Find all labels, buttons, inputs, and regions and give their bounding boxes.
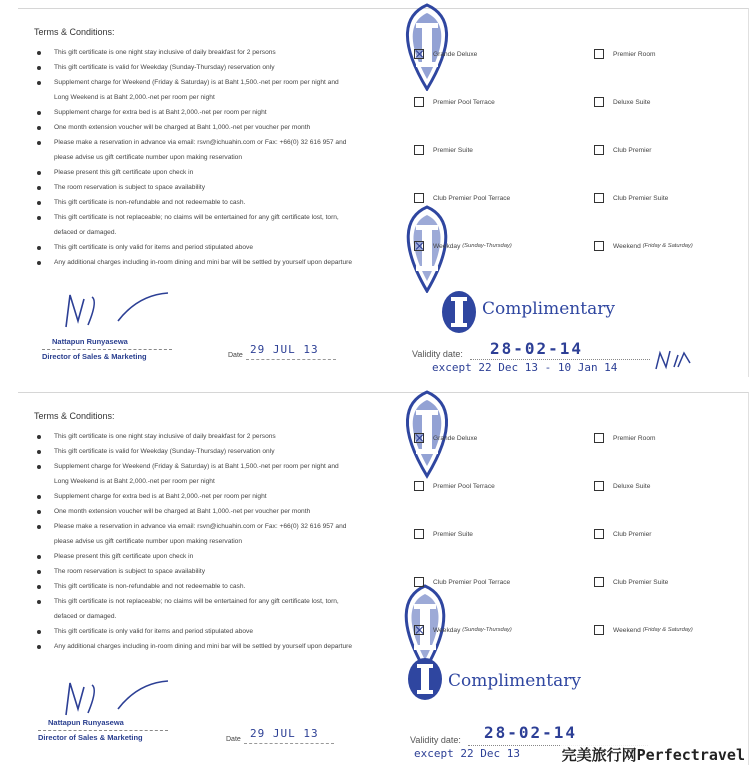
- validity-line: [470, 359, 650, 360]
- room-option-label: Deluxe Suite: [613, 98, 651, 106]
- stay-option-days: (Sunday-Thursday): [462, 627, 512, 633]
- checkbox-checked-icon: [414, 49, 424, 59]
- term-item: This gift certificate is one night stay inclusive of daily breakfast for 2 persons: [32, 429, 352, 444]
- validity-exception-note: except 22 Dec 13: [414, 747, 520, 760]
- checkbox-icon: [414, 577, 424, 587]
- validity-label: Validity date:: [410, 735, 461, 745]
- checkbox-icon: [414, 145, 424, 155]
- room-option-label: Club Premier Suite: [613, 578, 669, 586]
- date-value: 29 JUL 13: [250, 343, 319, 356]
- term-item: This gift certificate is only valid for items and period stipulated above: [32, 240, 352, 255]
- date-line: [244, 743, 334, 744]
- room-option-deluxe-suite: [594, 481, 650, 491]
- room-option-label: Premier Pool Terrace: [433, 482, 495, 490]
- hotel-logo-stamp: [396, 3, 458, 91]
- room-option-premier-pool-terrace: [414, 97, 495, 107]
- term-item: One month extension voucher will be charged at Baht 1,000.-net per voucher per month: [32, 504, 352, 519]
- checkbox-icon: [594, 193, 604, 203]
- date-label: Date: [226, 736, 241, 743]
- hotel-logo-stamp: [440, 289, 478, 335]
- room-option-deluxe-suite: [594, 97, 650, 107]
- site-watermark: 完美旅行网Perfectravel: [560, 743, 747, 766]
- term-item: Supplement charge for Weekend (Friday & Saturday) is at Baht 1,500.-net per room per night and Long Weekend is at Baht 2,000.-net per room per night: [32, 459, 352, 489]
- room-option-grande-deluxe: [414, 49, 477, 59]
- hotel-logo-stamp: [406, 655, 444, 703]
- term-item: This gift certificate is not replaceable; no claims will be entertained for any gift certificate lost, torn, defaced or damaged.: [32, 594, 352, 624]
- room-option-premier-room: [594, 49, 656, 59]
- gift-certificate-1: [18, 8, 749, 377]
- term-item: Any additional charges including in-room dining and mini bar will be settled by yourself upon departure: [32, 639, 352, 654]
- checkbox-icon: [594, 529, 604, 539]
- signer-title: Director of Sales & Marketing: [38, 730, 168, 742]
- signer-name: Nattapun Runyasewa: [52, 337, 128, 346]
- checkbox-icon: [594, 145, 604, 155]
- term-item: Supplement charge for extra bed is at Baht 2,000.-net per room per night: [32, 105, 352, 120]
- validity-exception-note: except 22 Dec 13 - 10 Jan 14: [432, 361, 618, 374]
- term-item: This gift certificate is not replaceable; no claims will be entertained for any gift certificate lost, torn, defaced or damaged.: [32, 210, 352, 240]
- term-item: This gift certificate is valid for Weekday (Sunday-Thursday) reservation only: [32, 60, 352, 75]
- checkbox-icon: [594, 481, 604, 491]
- room-option-label: Club Premier: [613, 530, 652, 538]
- room-option-label: Grande Deluxe: [433, 50, 478, 58]
- room-option-label: Club Premier Suite: [613, 194, 669, 202]
- term-item: Please make a reservation in advance via email: rsvn@ichuahin.com or Fax: +66(0) 32 616 957 and please advise us gift certificate number upon making reservation: [32, 135, 352, 165]
- term-item: Please present this gift certificate upon check in: [32, 165, 352, 180]
- date-line: [246, 359, 336, 360]
- room-option-label: Club Premier Pool Terrace: [433, 578, 511, 586]
- handwritten-initials: [654, 349, 692, 371]
- room-option-premier-room: [594, 433, 656, 443]
- stay-option-weekday: [414, 241, 512, 251]
- term-item: Please make a reservation in advance via email: rsvn@ichuahin.com or Fax: +66(0) 32 616 957 and please advise us gift certificate number upon making reservation: [32, 519, 352, 549]
- room-option-club-premier-pool-terrace: [414, 577, 510, 587]
- stay-option-label: Weekend: [613, 242, 641, 250]
- term-item: This gift certificate is non-refundable and not redeemable to cash.: [32, 195, 352, 210]
- checkbox-checked-icon: [414, 625, 424, 635]
- stay-option-weekend: [594, 241, 693, 251]
- handwritten-signature: [58, 679, 178, 719]
- stay-option-days: (Friday & Saturday): [642, 627, 693, 633]
- room-option-club-premier-suite: [594, 577, 668, 587]
- room-option-label: Premier Room: [613, 434, 656, 442]
- terms-heading: Terms & Conditions:: [34, 27, 115, 37]
- room-option-club-premier-suite: [594, 193, 668, 203]
- room-option-label: Premier Pool Terrace: [433, 98, 495, 106]
- checkbox-icon: [594, 49, 604, 59]
- term-item: Supplement charge for extra bed is at Baht 2,000.-net per room per night: [32, 489, 352, 504]
- stay-option-days: (Sunday-Thursday): [462, 243, 512, 249]
- checkbox-icon: [594, 241, 604, 251]
- checkbox-icon: [594, 577, 604, 587]
- term-item: This gift certificate is valid for Weekday (Sunday-Thursday) reservation only: [32, 444, 352, 459]
- checkbox-icon: [594, 97, 604, 107]
- room-option-club-premier-pool-terrace: [414, 193, 510, 203]
- checkbox-checked-icon: [414, 241, 424, 251]
- room-option-label: Premier Suite: [433, 146, 473, 154]
- term-item: The room reservation is subject to space availability: [32, 180, 352, 195]
- signer-name: Nattapun Runyasewa: [48, 718, 124, 727]
- term-item: Please present this gift certificate upon check in: [32, 549, 352, 564]
- validity-date: 28-02-14: [484, 723, 578, 742]
- signer-title: Director of Sales & Marketing: [42, 349, 172, 361]
- room-option-premier-suite: [414, 145, 473, 155]
- room-option-label: Premier Suite: [433, 530, 473, 538]
- handwritten-signature: [58, 291, 178, 331]
- checkbox-icon: [594, 625, 604, 635]
- room-option-label: Premier Room: [613, 50, 656, 58]
- room-option-premier-suite: [414, 529, 473, 539]
- date-value: 29 JUL 13: [250, 727, 319, 740]
- terms-list: [32, 429, 352, 654]
- room-option-label: Club Premier Pool Terrace: [433, 194, 511, 202]
- term-item: This gift certificate is one night stay inclusive of daily breakfast for 2 persons: [32, 45, 352, 60]
- room-option-premier-pool-terrace: [414, 481, 495, 491]
- stay-option-label: Weekend: [613, 626, 641, 634]
- stay-option-days: (Friday & Saturday): [642, 243, 693, 249]
- terms-heading: Terms & Conditions:: [34, 411, 115, 421]
- room-option-label: Club Premier: [613, 146, 652, 154]
- validity-label: Validity date:: [412, 349, 463, 359]
- term-item: This gift certificate is non-refundable and not redeemable to cash.: [32, 579, 352, 594]
- term-item: This gift certificate is only valid for items and period stipulated above: [32, 624, 352, 639]
- term-item: The room reservation is subject to space availability: [32, 564, 352, 579]
- term-item: One month extension voucher will be charged at Baht 1,000.-net per voucher per month: [32, 120, 352, 135]
- complimentary-stamp: Complimentary: [448, 671, 581, 691]
- room-option-club-premier: [594, 145, 651, 155]
- checkbox-icon: [414, 481, 424, 491]
- room-option-label: Grande Deluxe: [433, 434, 478, 442]
- validity-date: 28-02-14: [490, 339, 584, 358]
- checkbox-icon: [594, 433, 604, 443]
- complimentary-stamp: Complimentary: [482, 299, 615, 319]
- room-option-label: Deluxe Suite: [613, 482, 651, 490]
- checkbox-icon: [414, 97, 424, 107]
- stay-option-weekend: [594, 625, 693, 635]
- room-option-club-premier: [594, 529, 651, 539]
- date-label: Date: [228, 352, 243, 359]
- checkbox-checked-icon: [414, 433, 424, 443]
- stay-option-weekday: [414, 625, 512, 635]
- checkbox-icon: [414, 193, 424, 203]
- terms-list: [32, 45, 352, 270]
- gift-certificate-2: [18, 392, 749, 765]
- stay-option-label: Weekday: [433, 626, 461, 634]
- term-item: Any additional charges including in-room dining and mini bar will be settled by yourself upon departure: [32, 255, 352, 270]
- term-item: Supplement charge for Weekend (Friday & Saturday) is at Baht 1,500.-net per room per night and Long Weekend is at Baht 2,000.-net per room per night: [32, 75, 352, 105]
- stay-option-label: Weekday: [433, 242, 461, 250]
- room-option-grande-deluxe: [414, 433, 477, 443]
- checkbox-icon: [414, 529, 424, 539]
